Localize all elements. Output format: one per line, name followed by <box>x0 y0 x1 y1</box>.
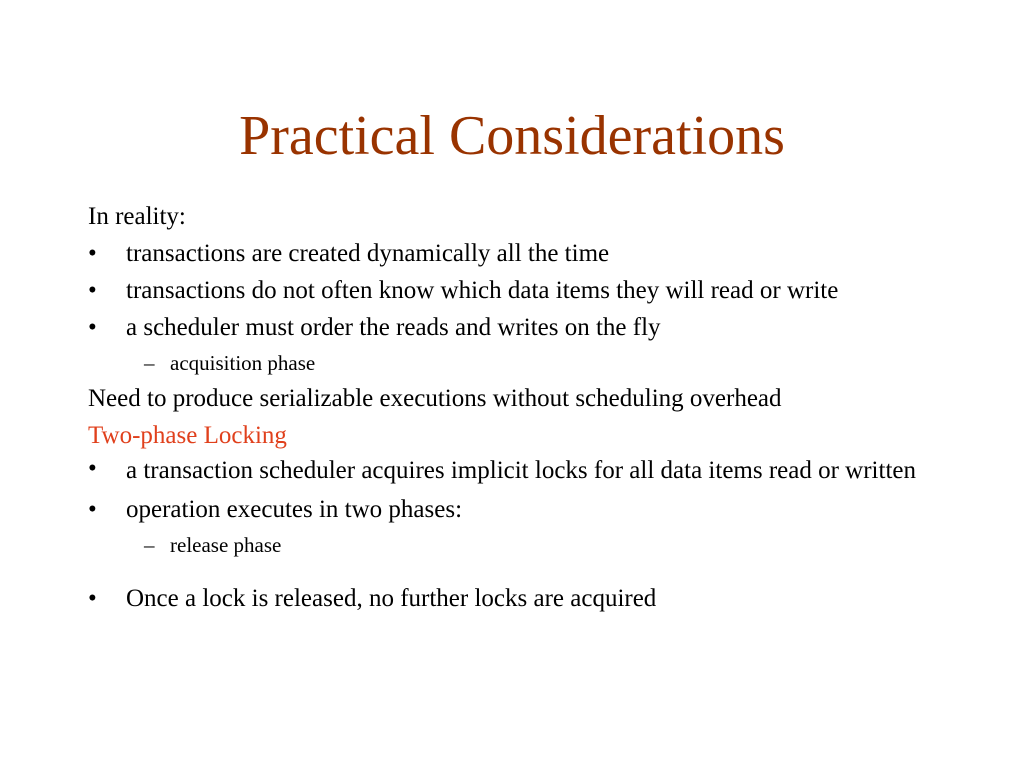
bullet-item <box>88 272 958 309</box>
bullet-text: Once a lock is released, no further locks are acquired <box>126 585 657 612</box>
sub-bullet-item <box>88 346 958 380</box>
bullet-marker: • <box>88 496 97 523</box>
need-text: Need to produce serializable executions without scheduling overhead <box>88 385 782 412</box>
sub-bullet-text: release phase <box>170 533 282 557</box>
bullet-marker: • <box>88 277 97 304</box>
bullet-marker: • <box>88 240 97 267</box>
spacer <box>88 562 958 580</box>
bullet-marker: • <box>88 585 97 612</box>
sub-bullet-text: acquisition phase <box>170 351 316 375</box>
bullet-text: transactions do not often know which data items they will read or write <box>126 277 839 304</box>
bullet-marker: • <box>88 314 97 341</box>
intro-text: In reality: <box>88 203 186 230</box>
bullet-text: a transaction scheduler acquires implicit locks for all data items read or written <box>126 457 916 484</box>
bullet-text: a scheduler must order the reads and writes on the fly <box>126 314 661 341</box>
dash-marker: – <box>144 351 155 375</box>
bullet-item <box>88 491 958 528</box>
bullet-item <box>88 309 958 346</box>
bullet-item <box>88 454 958 491</box>
slide-body <box>88 198 958 617</box>
bullet-item <box>88 235 958 272</box>
sub-bullet-item <box>88 528 958 562</box>
bullet-text: operation executes in two phases: <box>126 496 463 523</box>
section-heading: Two-phase Locking <box>88 422 287 449</box>
bullet-marker: • <box>88 455 97 482</box>
dash-marker: – <box>144 533 155 557</box>
slide-title: Practical Considerations <box>239 105 785 167</box>
bullet-item <box>88 580 958 617</box>
bullet-text: transactions are created dynamically all the time <box>126 240 610 267</box>
